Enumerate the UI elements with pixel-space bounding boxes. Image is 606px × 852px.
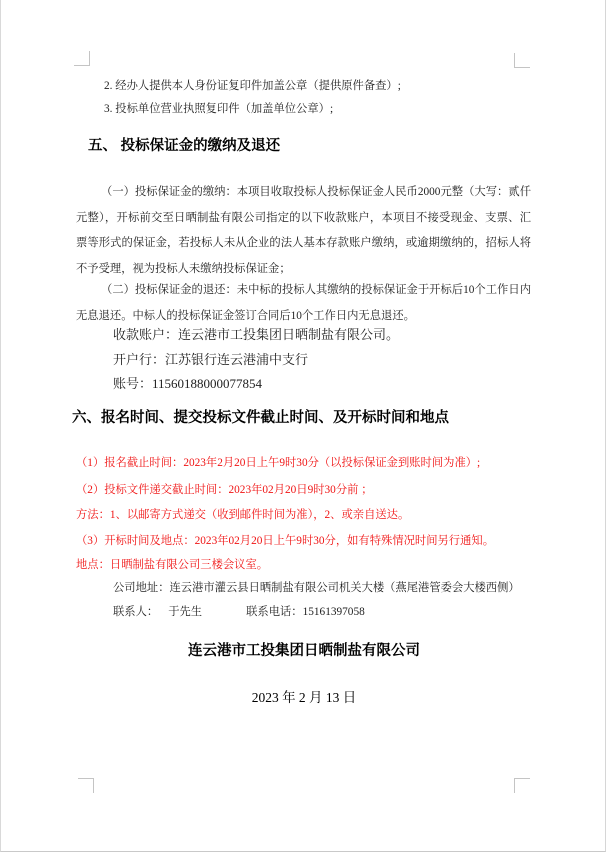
signature-date: 2023 年 2 月 13 日 <box>251 690 357 705</box>
list-item-3: 3. 投标单位营业执照复印件（加盖单位公章）; <box>104 103 334 115</box>
submission-method-line: 方法：1、以邮寄方式递交（收到邮件时间为准），2、或亲自送达。 <box>76 509 410 521</box>
company-address-line: 公司地址：连云港市灌云县日晒制盐有限公司机关大楼（燕尾港管委会大楼西侧） <box>113 582 520 594</box>
margin-mark-bottom-left <box>78 778 94 793</box>
contact-name: 于先生 <box>168 606 203 618</box>
bid-submission-deadline-line: （2）投标文件递交截止时间：2023年02月20日9时30分前 ； <box>76 484 373 496</box>
section6-heading: 六、报名时间、提交投标文件截止时间、及开标时间和地点 <box>72 410 449 426</box>
signature-company-name: 连云港市工投集团日晒制盐有限公司 <box>188 643 420 659</box>
section5-heading: 五、 投标保证金的缴纳及退还 <box>88 138 281 154</box>
deposit-refund-paragraph: （二）投标保证金的退还：未中标的投标人其缴纳的投标保证金于开标后10个工作日内无息退还。中标人的投标保证金签订合同后10个工作日内无息退还。 <box>76 284 531 322</box>
payee-account-line: 收款账户：连云港市工投集团日晒制盐有限公司。 <box>113 327 400 342</box>
margin-mark-top-left <box>74 51 90 66</box>
contact-label: 联系人： <box>113 606 159 618</box>
bid-opening-time-line: （3）开标时间及地点：2023年02月20日上午9时30分，如有特殊情况时间另行通知。 <box>76 535 494 547</box>
margin-mark-bottom-right <box>514 778 530 793</box>
list-item-2: 2. 经办人提供本人身份证复印件加盖公章（提供原件备查）; <box>104 80 401 92</box>
phone-number: 15161397058 <box>302 606 365 618</box>
account-number-line: 账号：11560188000077854 <box>113 376 263 391</box>
contact-line <box>76 605 532 619</box>
bid-opening-location-line: 地点：日晒制盐有限公司三楼会议室。 <box>76 559 269 571</box>
bank-branch-line: 开户行：江苏银行连云港浦中支行 <box>113 352 309 367</box>
deposit-payment-paragraph: （一）投标保证金的缴纳：本项目收取投标人投标保证金人民币2000元整（大写：贰仟元整），开标前交至日晒制盐有限公司指定的以下收款账户，本项目不接受现金、支票、汇票等形式的保证金，若投标人未从企业的法人基本存款账户缴纳，或逾期缴纳的，招标人将不予受理，视为投标人未缴纳投标保证金； <box>76 186 531 275</box>
registration-deadline-line: （1）报名截止时间：2023年2月20日上午9时30分（以投标保证金到账时间为准）; <box>76 457 481 469</box>
phone-label: 联系电话： <box>246 606 303 618</box>
margin-mark-top-right <box>514 53 530 68</box>
